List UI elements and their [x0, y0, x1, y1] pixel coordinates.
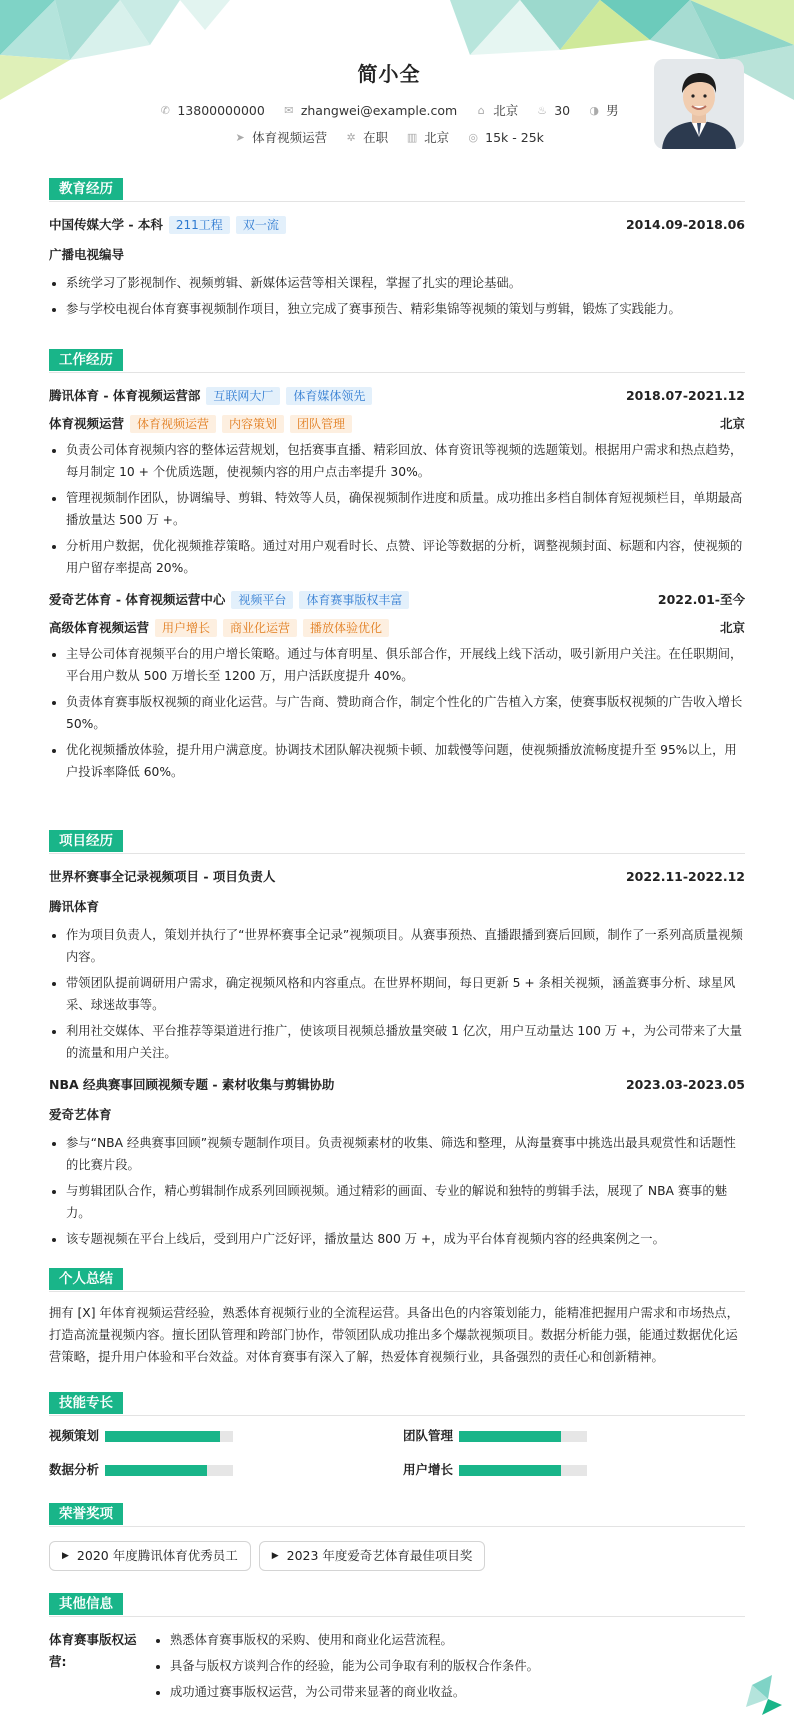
tag: 体育媒体领先 [286, 387, 372, 405]
city: 北京 [719, 620, 745, 635]
skill-fill [105, 1431, 220, 1442]
awards-section [49, 1503, 745, 1571]
gender-icon: ◑ [589, 104, 599, 117]
project-entry [49, 866, 745, 1064]
tag: 商业化运营 [223, 619, 297, 637]
date: 2023.03-2023.05 [625, 1077, 745, 1092]
skill-name: 团队管理 [403, 1428, 454, 1443]
position-text: 体育视频运营 [252, 130, 328, 145]
hometown-item [475, 101, 518, 121]
section-title: 教育经历 [49, 178, 123, 200]
email-item [283, 101, 457, 121]
date: 2022.11-2022.12 [625, 869, 745, 884]
award-list [49, 1541, 745, 1571]
bullet-item: 作为项目负责人，策划并执行了“世界杯赛事全记录”视频项目。从赛事预热、直播跟播到赛后回顾，制作了一系列高质量视频内容。 [49, 924, 745, 968]
bullet-item: 优化视频播放体验，提升用户满意度。协调技术团队解决视频卡顿、加载慢等问题，使视频播放流畅度提升至 95%以上，用户投诉率降低 60%。 [49, 739, 745, 783]
section-header [49, 830, 745, 854]
work-entry [49, 589, 745, 783]
gender-item [588, 101, 619, 121]
tag: 体育视频运营 [130, 415, 216, 433]
tag: 双一流 [236, 216, 286, 234]
skill-fill [105, 1465, 207, 1476]
skill-fill [459, 1465, 561, 1476]
tag: 播放体验优化 [303, 619, 389, 637]
skill-bar [459, 1431, 587, 1442]
bullet-item: 利用社交媒体、平台推荐等渠道进行推广，使该项目视频总播放量突破 1 亿次，用户互动量达 100 万 +，为公司带来了大量的流量和用户关注。 [49, 1020, 745, 1064]
bullet-item: 主导公司体育视频平台的用户增长策略。通过与体育明星、俱乐部合作，开展线上线下活动，吸引新用户关注。在任职期间，平台用户数从 500 万增长至 1200 万，用户活跃度提升 40%。 [49, 643, 745, 687]
play-icon: ▶ [271, 1550, 279, 1561]
position-item [234, 128, 327, 148]
bullet-list [49, 1132, 745, 1250]
date: 2014.09-2018.06 [625, 217, 745, 232]
role-name: 体育视频运营 [49, 416, 125, 431]
bullet-item: 与剪辑团队合作，精心剪辑制作成系列回顾视频。通过精彩的画面、专业的解说和独特的剪辑手法，展现了 NBA 赛事的魅力。 [49, 1180, 745, 1224]
skill-bar [459, 1465, 587, 1476]
status-item [345, 128, 388, 148]
skill-name: 视频策划 [49, 1428, 100, 1443]
major: 广播电视编导 [49, 247, 125, 262]
send-icon: ➤ [235, 131, 245, 144]
salary-item [467, 128, 544, 148]
skill-bar [105, 1431, 233, 1442]
tag: 团队管理 [290, 415, 352, 433]
tag: 用户增长 [155, 619, 217, 637]
status-icon: ✲ [346, 131, 356, 144]
job-intent-row [49, 128, 729, 148]
tag: 体育赛事版权丰富 [299, 591, 409, 609]
skill-bar [105, 1465, 233, 1476]
bullet-item: 熟悉体育赛事版权的采购、使用和商业化运营流程。 [153, 1629, 745, 1651]
section-title: 工作经历 [49, 349, 123, 371]
age-text: 30 [554, 103, 571, 118]
award-item [259, 1541, 486, 1571]
project-title: 世界杯赛事全记录视频项目 - 项目负责人 [49, 869, 276, 884]
section-header [49, 178, 745, 202]
bullet-list [153, 1629, 745, 1703]
summary-section [49, 1268, 745, 1368]
award-text: 2020 年度腾讯体育优秀员工 [76, 1548, 238, 1563]
email-text: zhangwei@example.com [300, 103, 458, 118]
skill-item [49, 1426, 233, 1446]
other-label: 体育赛事版权运营: [49, 1632, 137, 1669]
bullet-list [49, 643, 745, 783]
skills-section [49, 1392, 745, 1490]
skill-fill [459, 1431, 561, 1442]
bullet-list [49, 924, 745, 1064]
section-header [49, 1268, 745, 1292]
other-section [49, 1593, 745, 1703]
bullet-item: 成功通过赛事版权运营，为公司带来显著的商业收益。 [153, 1681, 745, 1703]
work-entry [49, 385, 745, 579]
avatar [654, 59, 744, 149]
cake-icon: ♨ [537, 104, 548, 117]
date: 2018.07-2021.12 [625, 388, 745, 403]
education-section [49, 178, 745, 320]
school-name: 中国传媒大学 - 本科 [49, 217, 163, 232]
phone-icon: ✆ [160, 104, 170, 117]
org: 腾讯体育 [49, 899, 100, 914]
project-section [49, 830, 745, 1250]
company-name: 腾讯体育 - 体育视频运营部 [49, 388, 201, 403]
salary-text: 15k - 25k [485, 130, 544, 145]
tag: 211工程 [169, 216, 230, 234]
section-header [49, 1593, 745, 1617]
bullet-item: 负责公司体育视频内容的整体运营规划，包括赛事直播、精彩回放、体育资讯等视频的选题策划。根据用户需求和热点趋势，每月制定 10 + 个优质选题，使视频内容的用户点击率提升 30%。 [49, 439, 745, 483]
corner-decoration [742, 1675, 784, 1717]
gender-text: 男 [606, 103, 619, 118]
section-title: 个人总结 [49, 1268, 123, 1290]
project-title: NBA 经典赛事回顾视频专题 - 素材收集与剪辑协助 [49, 1077, 335, 1092]
summary-text: 拥有 [X] 年体育视频运营经验，熟悉体育视频行业的全流程运营。具备出色的内容策划能力，能精准把握用户需求和市场热点，打造高流量视频内容。擅长团队管理和跨部门协作，带领团队成功推出多个爆款视频项目。数据分析能力强，能通过数据优化运营策略，提升用户体验和平台效益。对体育赛事有深入了解，热爱体育视频行业，具备强烈的责任心和创新精神。 [49, 1306, 739, 1364]
city: 北京 [719, 416, 745, 431]
section-title: 荣誉奖项 [49, 1503, 123, 1525]
role-name: 高级体育视频运营 [49, 620, 150, 635]
city-item [406, 128, 449, 148]
section-title: 其他信息 [49, 1593, 123, 1615]
award-text: 2023 年度爱奇艺体育最佳项目奖 [286, 1548, 473, 1563]
section-header [49, 1392, 745, 1416]
bullet-list [49, 439, 745, 579]
skill-name: 用户增长 [403, 1462, 454, 1477]
education-row [49, 214, 745, 236]
bullet-item: 带领团队提前调研用户需求，确定视频风格和内容重点。在世界杯期间，每日更新 5 + 条相关视频，涵盖赛事分析、球星风采、球迷故事等。 [49, 972, 745, 1016]
bullet-list [49, 272, 745, 320]
building-icon: ▥ [406, 131, 418, 144]
tag: 互联网大厂 [206, 387, 280, 405]
bullet-item: 参与“NBA 经典赛事回顾”视频专题制作项目。负责视频素材的收集、筛选和整理，从海量赛事中挑选出最具观赏性和话题性的比赛片段。 [49, 1132, 745, 1176]
phone-item [159, 101, 264, 121]
bullet-item: 系统学习了影视制作、视频剪辑、新媒体运营等相关课程，掌握了扎实的理论基础。 [49, 272, 745, 294]
skill-name: 数据分析 [49, 1462, 100, 1477]
city-text: 北京 [424, 130, 450, 145]
tag: 视频平台 [231, 591, 293, 609]
contact-row [49, 101, 729, 121]
bullet-item: 参与学校电视台体育赛事视频制作项目，独立完成了赛事预告、精彩集锦等视频的策划与剪辑，锻炼了实践能力。 [49, 298, 745, 320]
mail-icon: ✉ [284, 104, 294, 117]
skill-item [49, 1460, 233, 1480]
bullet-item: 具备与版权方谈判合作的经验，能为公司争取有利的版权合作条件。 [153, 1655, 745, 1677]
skill-item [403, 1426, 587, 1446]
hometown-text: 北京 [493, 103, 519, 118]
bullet-item: 负责体育赛事版权视频的商业化运营。与广告商、赞助商合作，制定个性化的广告植入方案，使赛事版权视频的广告收入增长 50%。 [49, 691, 745, 735]
award-item [49, 1541, 251, 1571]
major-row [49, 244, 745, 266]
age-item [536, 101, 570, 121]
other-block [49, 1629, 745, 1703]
money-icon: ◎ [468, 131, 478, 144]
project-entry [49, 1074, 745, 1250]
section-title: 技能专长 [49, 1392, 123, 1414]
play-icon: ▶ [62, 1550, 69, 1561]
date: 2022.01-至今 [657, 592, 745, 607]
company-name: 爱奇艺体育 - 体育视频运营中心 [49, 592, 226, 607]
org: 爱奇艺体育 [49, 1107, 112, 1122]
bullet-item: 分析用户数据，优化视频推荐策略。通过对用户观看时长、点赞、评论等数据的分析，调整视频封面、标题和内容，使视频的用户留存率提高 20%。 [49, 535, 745, 579]
bullet-item: 管理视频制作团队，协调编导、剪辑、特效等人员，确保视频制作进度和质量。成功推出多档自制体育短视频栏目，单期最高播放量达 500 万 +。 [49, 487, 745, 531]
status-text: 在职 [363, 130, 389, 145]
home-icon: ⌂ [477, 104, 485, 117]
bullet-item: 该专题视频在平台上线后，受到用户广泛好评，播放量达 800 万 +，成为平台体育视频内容的经典案例之一。 [49, 1228, 745, 1250]
skill-item [403, 1460, 587, 1480]
section-title: 项目经历 [49, 830, 123, 852]
section-header [49, 349, 745, 373]
name-title: 简小全 [357, 62, 421, 86]
phone-text: 13800000000 [177, 103, 265, 118]
work-section [49, 349, 745, 783]
tag: 内容策划 [222, 415, 284, 433]
section-header [49, 1503, 745, 1527]
